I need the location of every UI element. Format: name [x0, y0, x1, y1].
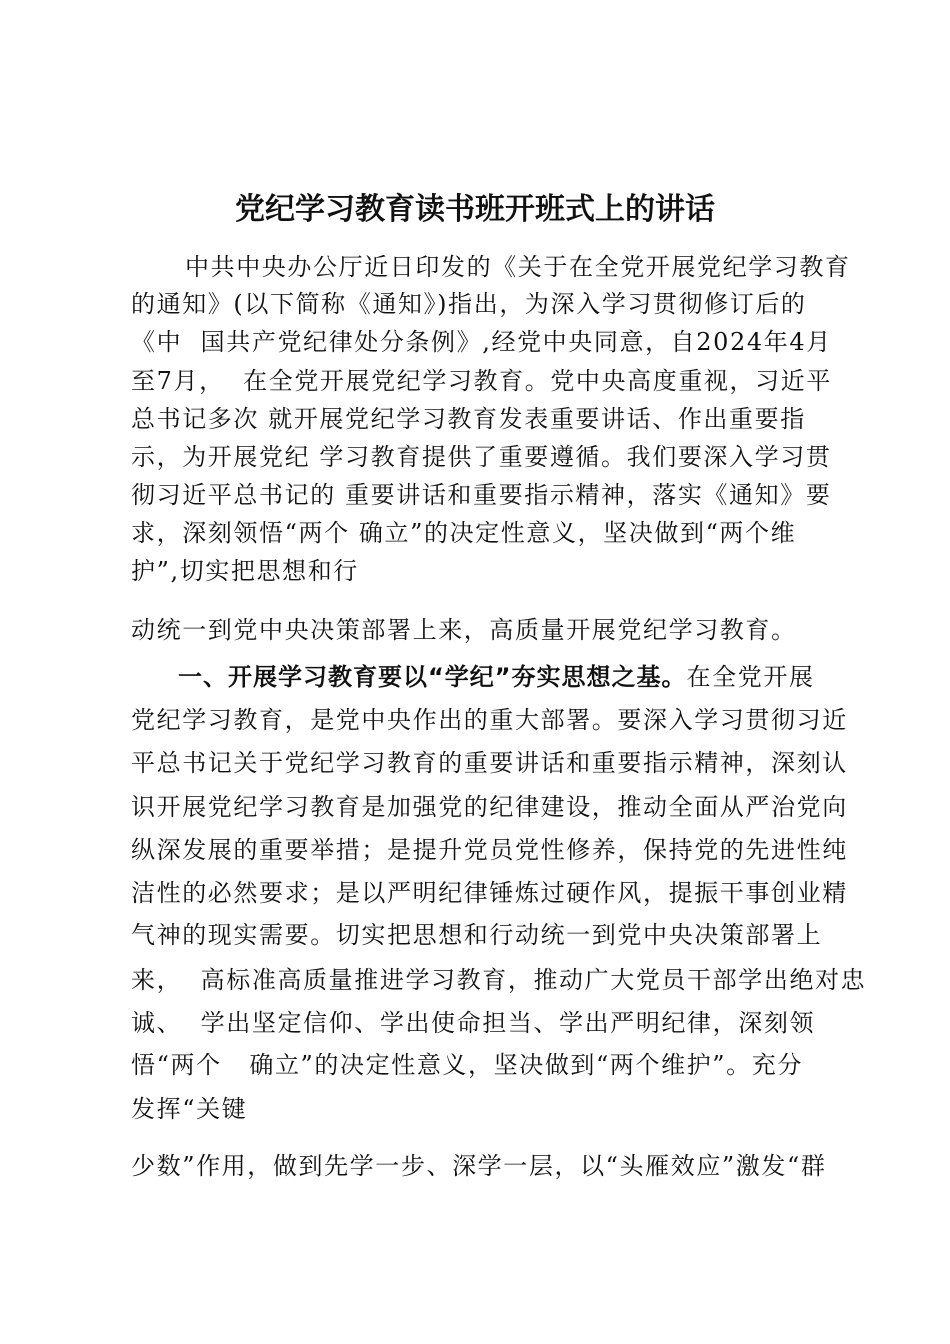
section-1-line-10: 悟“两个 确立”的决定性意义，坚决做到“两个维护”。充分	[131, 1051, 803, 1079]
section-1-line-5: 纵深发展的重要举措；是提升党员党性修养，保持党的先进性纯	[131, 836, 848, 864]
paragraph-1-line-3: 《中 国共产党纪律处分条例》,经党中央同意，自2024年4月	[131, 328, 832, 356]
section-1-heading: 一、开展学习教育要以“学纪”夯实思想之基。	[178, 663, 687, 691]
paragraph-1-line-8: 求，深刻领悟“两个 确立”的决定性意义，坚决做到“两个维	[131, 519, 797, 547]
paragraph-1-line-1: 中共中央办公厅近日印发的《关于在全党开展党纪学习教育	[185, 253, 851, 281]
section-1-first-line	[178, 662, 815, 692]
section-1-heading-rest: 在全党开展	[686, 663, 815, 691]
paragraph-1-line-6: 示，为开展党纪 学习教育提供了重要遵循。我们要深入学习贯	[131, 443, 832, 471]
section-1-line-11: 发挥“关键	[131, 1095, 248, 1123]
paragraph-2: 动统一到党中央决策部署上来，高质量开展党纪学习教育。	[131, 616, 797, 644]
section-1-line-2: 党纪学习教育，是党中央作出的重大部署。要深入学习贯彻习近	[131, 706, 848, 734]
paragraph-1-line-5: 总书记多次 就开展党纪学习教育发表重要讲话、作出重要指	[131, 405, 806, 433]
section-1-line-4: 识开展党纪学习教育是加强党的纪律建设，推动全面从严治党向	[131, 793, 848, 821]
paragraph-3: 少数”作用，做到先学一步、深学一层，以“头雁效应”激发“群	[131, 1152, 827, 1180]
section-1-line-3: 平总书记关于党纪学习教育的重要讲话和重要指示精神，深刻认	[131, 749, 848, 777]
section-1-line-6: 洁性的必然要求；是以严明纪律锤炼过硬作风，提振干事创业精	[131, 879, 848, 907]
section-1-line-8: 来， 高标准高质量推进学习教育，推动广大党员干部学出绝对忠	[131, 966, 867, 994]
section-1-line-7: 气神的现实需要。切实把思想和行动统一到党中央决策部署上	[131, 921, 823, 949]
document-title: 党纪学习教育读书班开班式上的讲话	[235, 192, 715, 227]
paragraph-1-line-2: 的通知》(以下简称《通知》)指出，为深入学习贯彻修订后的	[131, 290, 807, 318]
paragraph-1-line-7: 彻习近平总书记的 重要讲话和重要指示精神，落实《通知》要	[131, 481, 832, 509]
paragraph-1-line-9: 护”,切实把思想和行	[131, 557, 359, 585]
paragraph-1-line-4: 至7月， 在全党开展党纪学习教育。党中央高度重视，习近平	[131, 367, 832, 395]
section-1-line-9: 诚、 学出坚定信仰、学出使命担当、学出严明纪律，深刻领	[131, 1009, 816, 1037]
